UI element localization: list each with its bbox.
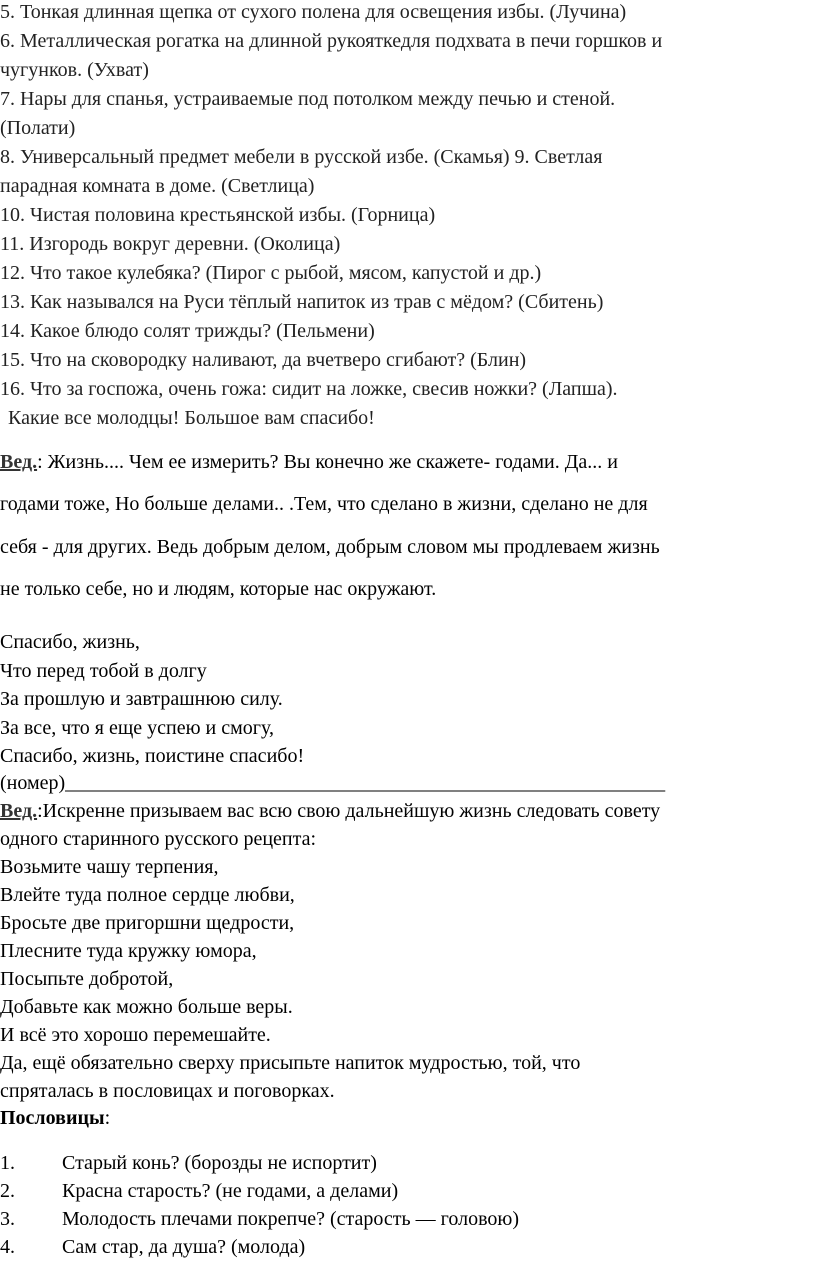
recipe-line: И всё это хорошо перемешайте. [0, 1024, 271, 1046]
proverbs-heading-text: Пословицы [0, 1107, 105, 1129]
number-placeholder: (номер)____________________________________________________________ [0, 772, 666, 794]
quiz-line: 10. Чистая половина крестьянской избы. (Горница) [0, 204, 436, 226]
proverbs-heading-colon: : [104, 1107, 111, 1129]
list-item-number: 2. [0, 1180, 15, 1202]
quiz-line: 12. Что такое кулебяка? (Пирог с рыбой, мясом, капустой и др.) [0, 262, 542, 284]
speech-line: не только себе, но и людям, которые нас окружают. [0, 578, 437, 600]
quiz-line: 7. Нары для спанья, устраиваемые под потолком между печью и стеной. [0, 88, 616, 110]
quiz-line: 6. Металлическая рогатка на длинной рукояткедля подхвата в печи горшков и [0, 30, 663, 52]
list-item-text: Старый конь? (борозды не испортит) [62, 1152, 377, 1174]
quiz-line: 11. Изгородь вокруг деревни. (Околица) [0, 233, 341, 255]
poem-line: За прошлую и завтрашнюю силу. [0, 688, 283, 710]
quiz-closing: Какие все молодцы! Большое вам спасибо! [8, 407, 375, 429]
speech-line [0, 450, 618, 474]
poem-line: За все, что я еще успею и смогу, [0, 717, 274, 739]
poem-line: Спасибо, жизнь, поистине спасибо! [0, 745, 305, 767]
list-item-number: 4. [0, 1236, 15, 1258]
recipe-line: Бросьте две пригоршни щедрости, [0, 912, 295, 934]
quiz-line: чугунков. (Ухват) [0, 59, 149, 81]
recipe-line: спряталась в пословицах и поговорках. [0, 1080, 335, 1102]
speech-text: : Жизнь.... Чем ее измерить? Вы конечно же скажете- годами. Да... и [37, 451, 618, 473]
recipe-line: Посыпьте добротой, [0, 968, 174, 990]
quiz-line: парадная комната в доме. (Светлица) [0, 175, 315, 197]
recipe-line: Добавьте как можно больше веры. [0, 996, 293, 1018]
quiz-line: 15. Что на сковородку наливают, да вчетверо сгибают? (Блин) [0, 349, 527, 371]
recipe-line: одного старинного русского рецепта: [0, 828, 317, 850]
list-item-text: Сам стар, да душа? (молода) [62, 1236, 306, 1258]
list-item-number: 1. [0, 1152, 15, 1174]
quiz-line: (Полати) [0, 117, 76, 139]
list-item-number: 3. [0, 1208, 15, 1230]
speech-line: себя - для других. Ведь добрым делом, добрым словом мы продлеваем жизнь [0, 536, 660, 558]
quiz-line: 13. Как назывался на Руси тёплый напиток из трав с мёдом? (Сбитень) [0, 291, 604, 313]
list-item-text: Молодость плечами покрепче? (старость — головою) [62, 1208, 519, 1230]
list-item-text: Красна старость? (не годами, а делами) [62, 1180, 399, 1202]
poem-line: Спасибо, жизнь, [0, 631, 140, 653]
quiz-line: 8. Универсальный предмет мебели в русской избе. (Скамья) 9. Светлая [0, 146, 603, 168]
speech-line [0, 799, 660, 823]
recipe-line: Да, ещё обязательно сверху присыпьте напиток мудростью, той, что [0, 1052, 581, 1074]
speech-line: годами тоже, Но больше делами.. .Тем, что сделано в жизни, сделано не для [0, 493, 648, 515]
poem-line: Что перед тобой в долгу [0, 660, 207, 682]
recipe-line: Влейте туда полное сердце любви, [0, 884, 295, 906]
recipe-line: Возьмите чашу терпения, [0, 856, 219, 878]
host-label: Вед. [0, 800, 38, 822]
quiz-line: 5. Тонкая длинная щепка от сухого полена для освещения избы. (Лучина) [0, 1, 627, 23]
recipe-line: Плесните туда кружку юмора, [0, 940, 257, 962]
quiz-line: 16. Что за госпожа, очень гожа: сидит на ложке, свесив ножки? (Лапша). [0, 378, 618, 400]
host-label: Вед. [0, 451, 38, 473]
speech-text: :Искренне призываем вас всю свою дальнейшую жизнь следовать совету [37, 800, 661, 822]
proverbs-heading [0, 1106, 110, 1130]
quiz-line: 14. Какое блюдо солят трижды? (Пельмени) [0, 320, 375, 342]
